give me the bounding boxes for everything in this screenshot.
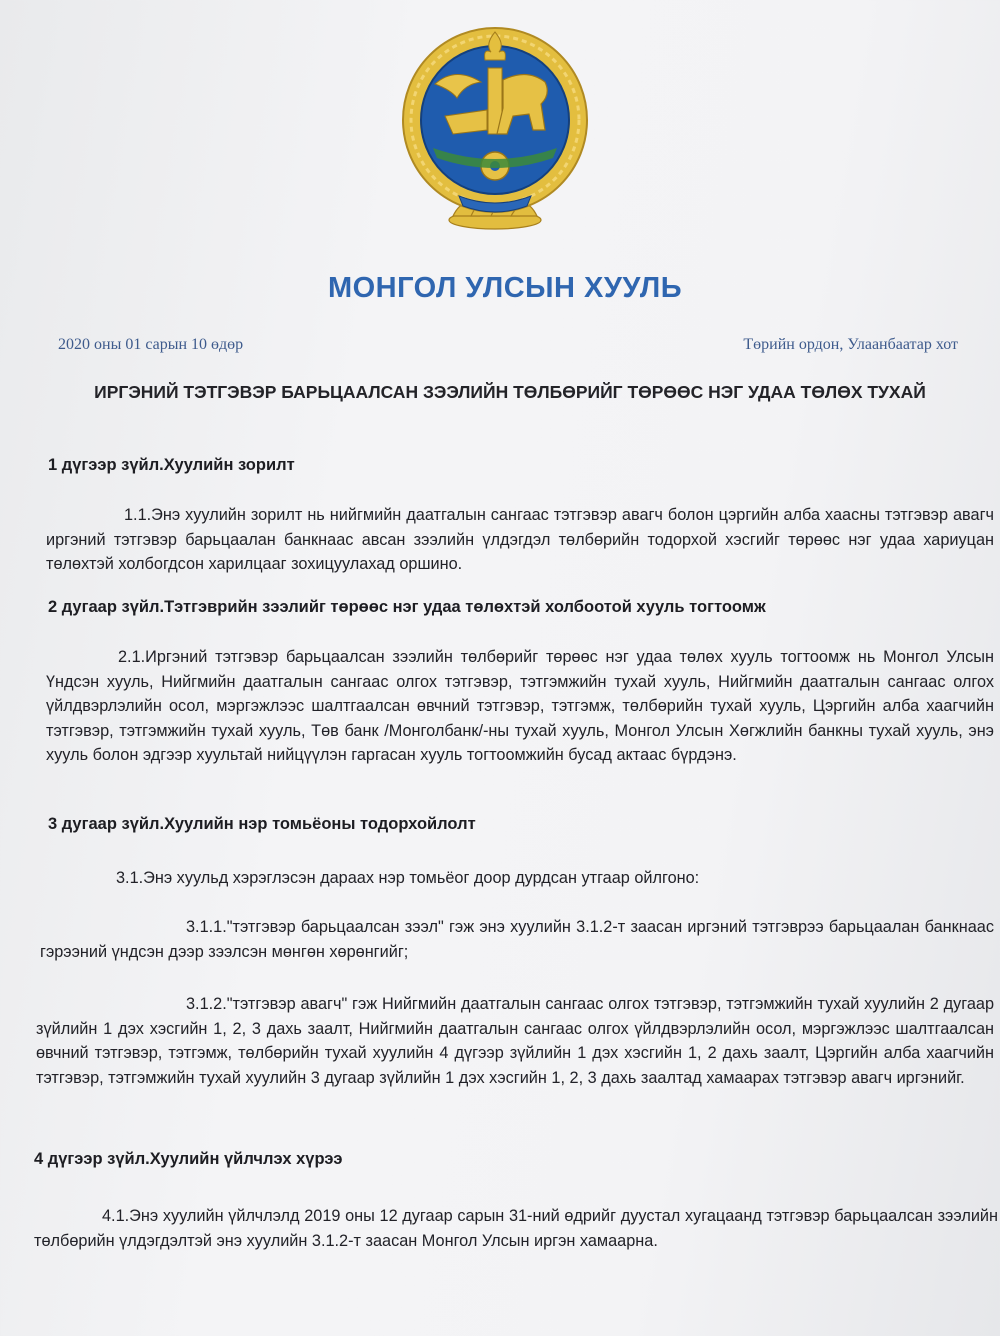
article-2-paragraph-1: 2.1.Иргэний тэтгэвэр барьцаалсан зээлийн төлбөрийг төрөөс нэг удаа төлөх хууль тогтоомж нь Монгол Улсын Үндсэн хууль, Нийгмийн даатгалын сангаас олгох тэтгэвэр, тэтгэмжийн тухай хууль, Нийгмийн даатгалын сангаас олгох үйлдвэрлэлийн осол, мэргэжлээс шалтгаалсан өвчний тэтгэвэр, тэтгэмж, төлбөрийн тухай хууль, Цэргийн алба хаагчийн тэтгэвэр, тэтгэмжийн тухай хууль, Төв банк /Монголбанк/-ны тухай хууль, Монгол Улсын Хөгжлийн банкны тухай хууль, энэ хууль болон эдгээр хуультай нийцүүлэн гаргасан хууль тогтоомжийн бусад актаас бүрдэнэ. — [46, 648, 994, 764]
article-3-paragraph-3: 3.1.2."тэтгэвэр авагч" гэж Нийгмийн даатгалын сангаас олгох тэтгэвэр, тэтгэмжийн тухай хуулийн 2 дугаар зүйлийн 1 дэх хэсгийн 1, 2, 3 дахь заалт, Нийгмийн даатгалын сангаас олгох үйлдвэрлэлийн осол, мэргэжлээс шалтгаалсан өвчний тэтгэвэр, тэтгэмж, төлбөрийн тухай хуулийн 4 дүгээр зүйлийн 1 дэх хэсгийн 1, 2 дахь заалт, Цэргийн алба хаагчийн тэтгэвэр, тэтгэмжийн тухай хуулийн 3 дугаар зүйлийн 1 дэх хэсгийн 1, 2, 3 дахь заалтад хамаарах тэтгэвэр авагч иргэнийг. — [36, 995, 994, 1087]
article-3-heading: 3 дугаар зүйл.Хуулийн нэр томьёоны тодорхойлолт — [48, 815, 476, 833]
law-date: 2020 оны 01 сарын 10 өдөр — [58, 336, 244, 353]
article-4-heading: 4 дүгээр зүйл.Хуулийн үйлчлэх хүрээ — [34, 1150, 343, 1168]
law-place: Төрийн ордон, Улаанбаатар хот — [743, 336, 958, 353]
mongolia-state-emblem-icon — [395, 20, 595, 235]
document-title: ИРГЭНИЙ ТЭТГЭВЭР БАРЬЦААЛСАН ЗЭЭЛИЙН ТӨЛБӨРИЙГ ТӨРӨӨС НЭГ УДАА ТӨЛӨХ ТУХАЙ — [94, 382, 926, 402]
article-1-paragraph-1: 1.1.Энэ хуулийн зорилт нь нийгмийн даатгалын сангаас тэтгэвэр авагч болон цэргийн алба хаасны тэтгэвэр авагч иргэний тэтгэвэр барьцаалан банкнаас авсан зээлийн үлдэгдэл төлбөрийн тодорхой хэсгийг төрөөс нэг удаа хариуцан төлөхтэй холбогдсон харилцааг зохицуулахад оршино. — [46, 506, 994, 573]
article-3-paragraph-2: 3.1.1."тэтгэвэр барьцаалсан зээл" гэж энэ хуулийн 3.1.2-т заасан иргэний тэтгэврээ барьцаалан банкнаас гэрээний үндсэн дээр зээлсэн мөнгөн хөрөнгийг; — [40, 918, 994, 961]
article-2-heading: 2 дугаар зүйл.Тэтгэврийн зээлийг төрөөс нэг удаа төлөхтэй холбоотой хууль тогтоомж — [48, 598, 766, 616]
article-1-heading: 1 дүгээр зүйл.Хуулийн зорилт — [48, 456, 295, 474]
law-title: МОНГОЛ УЛСЫН ХУУЛЬ — [327, 272, 683, 304]
article-3-paragraph-1: 3.1.Энэ хуульд хэрэглэсэн дараах нэр томьёог доор дурдсан утгаар ойлгоно: — [116, 869, 700, 887]
article-4-paragraph-1: 4.1.Энэ хуулийн үйлчлэлд 2019 оны 12 дугаар сарын 31-ний өдрийг дуустал хугацаанд тэтгэвэр барьцаалсан зээлийн төлбөрийн үлдэгдэлтэй энэ хуулийн 3.1.2-т заасан Монгол Улсын иргэн хамаарна. — [34, 1207, 998, 1250]
